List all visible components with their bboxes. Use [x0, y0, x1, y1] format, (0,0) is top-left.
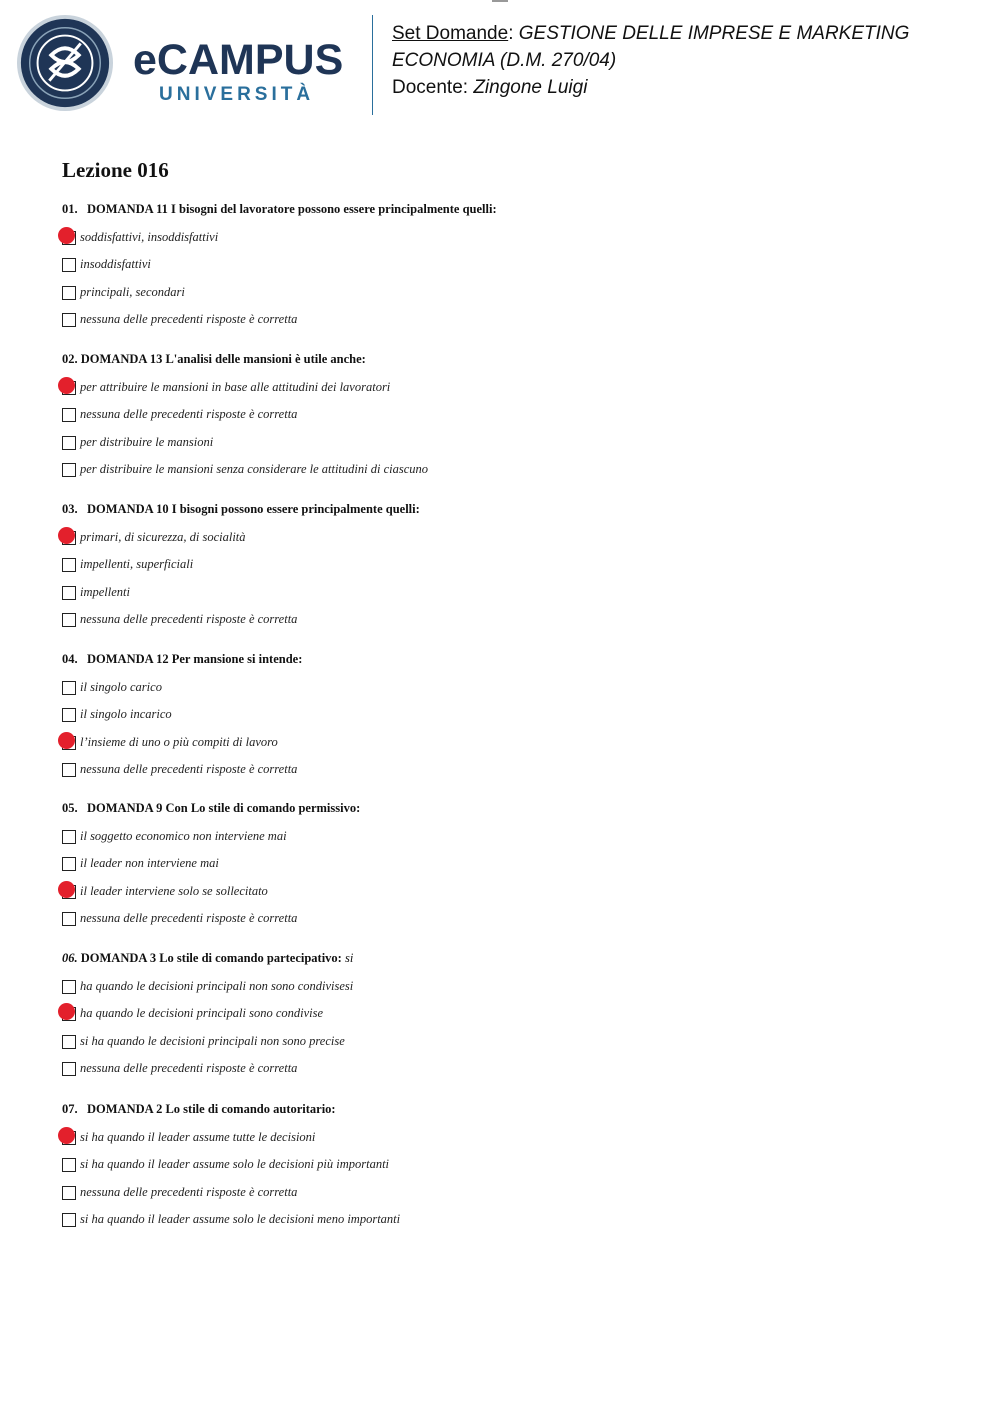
question-1-title [62, 202, 497, 217]
question-text: DOMANDA 13 L'analisi delle mansioni è utile anche: [77, 352, 366, 366]
answer-option-text: insoddisfattivi [80, 257, 151, 271]
answer-option-text: il singolo incarico [80, 707, 172, 721]
answer-checkbox[interactable] [62, 1186, 76, 1200]
selected-answer-dot-icon [58, 881, 75, 898]
answer-option-text: ha quando le decisioni principali sono condivise [80, 1006, 324, 1020]
answer-checkbox[interactable] [62, 408, 76, 422]
selected-answer-dot-icon [58, 1003, 75, 1020]
teacher-name: Zingone Luigi [473, 77, 588, 98]
question-set-label: Set Domande [392, 23, 509, 44]
answer-checkbox[interactable] [62, 286, 76, 300]
answer-option-text: soddisfattivi, insoddisfattivi [80, 230, 219, 244]
answer-option-text: per attribuire le mansioni in base alle attitudini dei lavoratori [80, 380, 391, 394]
answer-option-text: si ha quando il leader assume tutte le decisioni [80, 1130, 316, 1144]
selected-answer-dot-icon [58, 227, 75, 244]
answer-checkbox[interactable] [62, 586, 76, 600]
answer-option-text: nessuna delle precedenti risposte è corretta [80, 1185, 298, 1199]
question-text-suffix: si [341, 951, 354, 965]
answer-checkbox[interactable] [62, 830, 76, 844]
answer-option-text: nessuna delle precedenti risposte è corretta [80, 407, 298, 421]
university-wordmark [133, 38, 343, 106]
question-3-title [62, 502, 420, 517]
answer-checkbox[interactable] [62, 463, 76, 477]
answer-option-text: ha quando le decisioni principali non sono condivisesi [80, 979, 354, 993]
answer-option-text: il singolo carico [80, 680, 162, 694]
answer-option-text: nessuna delle precedenti risposte è corretta [80, 911, 298, 925]
teacher-line [392, 74, 982, 101]
answer-option-text: nessuna delle precedenti risposte è corretta [80, 1061, 298, 1075]
question-number: 01. [62, 202, 78, 216]
question-text: DOMANDA 11 I bisogni del lavoratore possono essere principalmente quelli: [77, 202, 497, 216]
selected-answer-dot-icon [58, 527, 75, 544]
answer-option-text: il leader interviene solo se sollecitato [80, 884, 268, 898]
header-info [392, 20, 982, 101]
answer-option-text: impellenti [80, 585, 130, 599]
question-set-value: GESTIONE DELLE IMPRESE E MARKETING ECONOMIA (D.M. 270/04) [392, 23, 910, 71]
answer-checkbox[interactable] [62, 1213, 76, 1227]
selected-answer-dot-icon [58, 377, 75, 394]
answer-option-text: si ha quando il leader assume solo le decisioni più importanti [80, 1157, 390, 1171]
answer-option-text: primari, di sicurezza, di socialità [80, 530, 246, 544]
answer-checkbox[interactable] [62, 1062, 76, 1076]
logo-sub-text: UNIVERSITÀ [159, 84, 315, 105]
question-text: DOMANDA 2 Lo stile di comando autoritario: [77, 1102, 336, 1116]
answer-checkbox[interactable] [62, 436, 76, 450]
question-text: DOMANDA 10 I bisogni possono essere principalmente quelli: [77, 502, 420, 516]
question-2-title [62, 352, 366, 367]
question-4-title [62, 652, 302, 667]
question-6-title [62, 951, 353, 966]
answer-checkbox[interactable] [62, 558, 76, 572]
page-header [0, 0, 1000, 130]
answer-option-text: per distribuire le mansioni [80, 435, 214, 449]
answer-option-text: il soggetto economico non interviene mai [80, 829, 287, 843]
lesson-title: Lezione 016 [62, 158, 169, 182]
university-seal-logo [16, 14, 114, 112]
answer-option-text: nessuna delle precedenti risposte è corretta [80, 612, 298, 626]
answer-option-text: impellenti, superficiali [80, 557, 194, 571]
question-number: 05. [62, 801, 78, 815]
answer-checkbox[interactable] [62, 763, 76, 777]
answer-option-text: nessuna delle precedenti risposte è corretta [80, 762, 298, 776]
question-number: 02. [62, 352, 78, 366]
question-text: DOMANDA 9 Con Lo stile di comando permissivo: [77, 801, 361, 815]
answer-option-text: l’insieme di uno o più compiti di lavoro [80, 735, 278, 749]
answer-checkbox[interactable] [62, 681, 76, 695]
answer-option-text: nessuna delle precedenti risposte è corretta [80, 312, 298, 326]
question-set-line: Set Domande: GESTIONE DELLE IMPRESE E MARKETING ECONOMIA (D.M. 270/04) [392, 23, 910, 71]
answer-checkbox[interactable] [62, 980, 76, 994]
answer-checkbox[interactable] [62, 258, 76, 272]
answer-checkbox[interactable] [62, 1158, 76, 1172]
answer-checkbox[interactable] [62, 613, 76, 627]
logo-main-text: eCAMPUS [133, 36, 344, 84]
question-number: 06. [62, 951, 78, 965]
answer-option-text: si ha quando il leader assume solo le decisioni meno importanti [80, 1212, 401, 1226]
answer-option-text: principali, secondari [80, 285, 185, 299]
answer-checkbox[interactable] [62, 857, 76, 871]
answer-checkbox[interactable] [62, 313, 76, 327]
question-number: 04. [62, 652, 78, 666]
question-7-title [62, 1102, 336, 1117]
header-divider [372, 15, 373, 115]
question-5-title [62, 801, 360, 816]
question-number: 03. [62, 502, 78, 516]
selected-answer-dot-icon [58, 732, 75, 749]
selected-answer-dot-icon [58, 1127, 75, 1144]
answer-checkbox[interactable] [62, 912, 76, 926]
answer-option-text: per distribuire le mansioni senza considerare le attitudini di ciascuno [80, 462, 429, 476]
answer-option-text: il leader non interviene mai [80, 856, 219, 870]
question-text: DOMANDA 3 Lo stile di comando partecipativo: [77, 951, 342, 965]
teacher-label: Docente: [392, 77, 469, 98]
answer-checkbox[interactable] [62, 708, 76, 722]
question-text: DOMANDA 12 Per mansione si intende: [77, 652, 303, 666]
question-number: 07. [62, 1102, 78, 1116]
answer-checkbox[interactable] [62, 1035, 76, 1049]
answer-option-text: si ha quando le decisioni principali non sono precise [80, 1034, 345, 1048]
